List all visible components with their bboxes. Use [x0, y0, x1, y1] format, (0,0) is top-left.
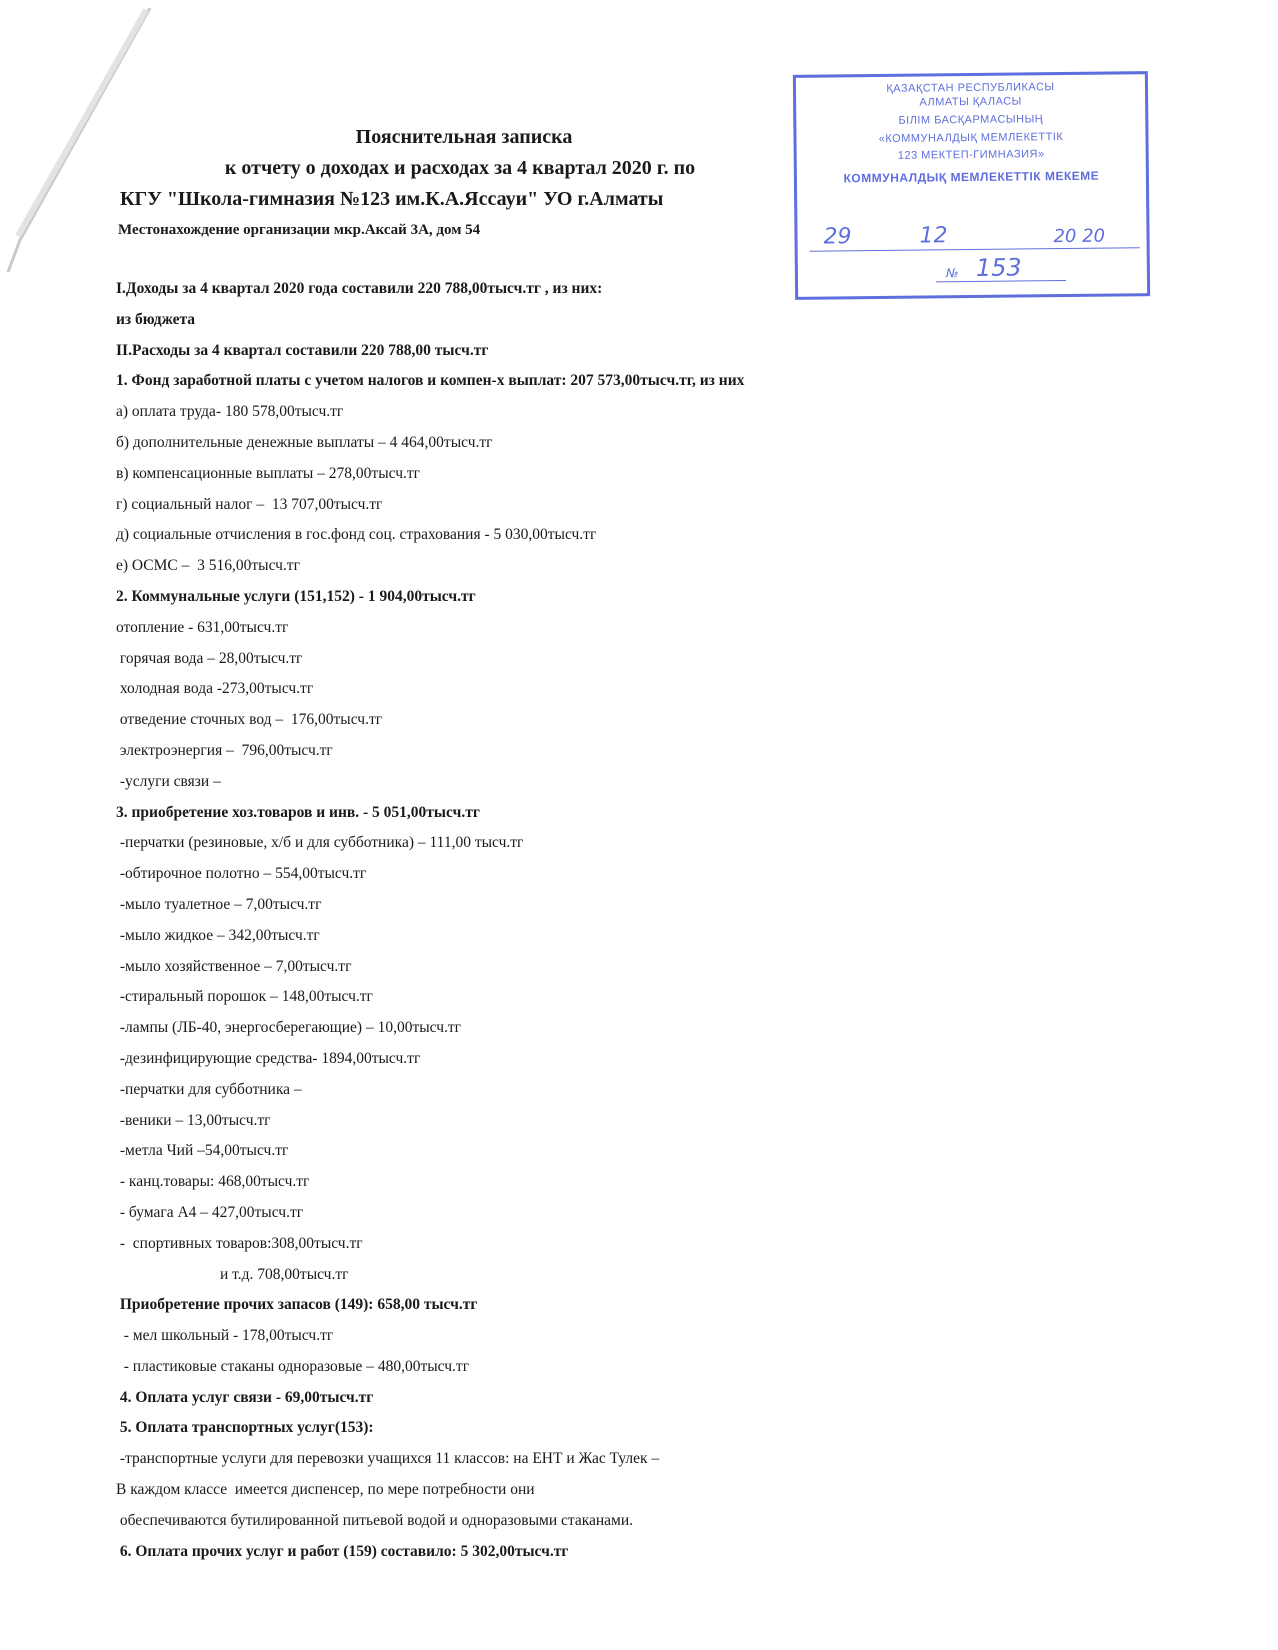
- stamp-line-1: ҚАЗАҚСТАН РЕСПУБЛИКАСЫ: [886, 81, 1055, 95]
- line-item: г) социальный налог – 13 707,00тысч.тг: [116, 495, 383, 513]
- line-item: -транспортные услуги для перевозки учащихся 11 классов: на ЕНТ и Жас Тулек –: [116, 1450, 660, 1468]
- income-heading: I.Доходы за 4 квартал 2020 года составили 220 788,00тысч.тг , из них:: [116, 280, 603, 297]
- line-item: б) дополнительные денежные выплаты – 4 464,00тысч.тг: [116, 433, 493, 451]
- line-item: -мыло жидкое – 342,00тысч.тг: [116, 926, 320, 944]
- report-body: [116, 274, 1176, 1567]
- stamp-date: [809, 222, 1139, 251]
- line-item: - бумага А4 – 427,00тысч.тг: [116, 1203, 304, 1221]
- section-utilities: 2. Коммунальные услуги (151,152) - 1 904,00тысч.тг: [116, 587, 476, 605]
- stamp-line-6: КОММУНАЛДЫҚ МЕМЛЕКЕТТІК МЕКЕМЕ: [843, 168, 1100, 186]
- document-title: [120, 122, 800, 215]
- stamp-number-value: 153: [975, 253, 1022, 282]
- line-item: в) компенсационные выплаты – 278,00тысч.тг: [116, 464, 420, 482]
- section-transport: 5. Оплата транспортных услуг(153):: [116, 1419, 374, 1437]
- line-item: и т.д. 708,00тысч.тг: [220, 1265, 349, 1283]
- title-line-3: КГУ "Школа-гимназия №123 им.К.А.Яссауи" УО г.Алматы: [120, 188, 664, 210]
- line-item: -метла Чий –54,00тысч.тг: [116, 1142, 289, 1160]
- stamp-number-prefix: №: [945, 266, 959, 281]
- stamp-line-5: 123 МЕКТЕП-ГИМНАЗИЯ»: [897, 148, 1045, 162]
- line-item: -мыло хозяйственное – 7,00тысч.тг: [116, 957, 352, 975]
- stamp-line-2: АЛМАТЫ ҚАЛАСЫ: [919, 95, 1022, 109]
- line-item: - мел школьный - 178,00тысч.тг: [116, 1327, 334, 1345]
- line-item: -перчатки для субботника –: [116, 1080, 302, 1098]
- line-item: е) ОСМС – 3 516,00тысч.тг: [116, 557, 300, 575]
- line-item: -веники – 13,00тысч.тг: [116, 1111, 271, 1129]
- section-other-supplies: Приобретение прочих запасов (149): 658,00 тысч.тг: [116, 1296, 478, 1314]
- organization-location: Местонахождение организации мкр.Аксай 3А, дом 54: [118, 222, 481, 238]
- line-item: а) оплата труда- 180 578,00тысч.тг: [116, 403, 344, 421]
- section-communications: 4. Оплата услуг связи - 69,00тысч.тг: [116, 1388, 374, 1406]
- line-item: горячая вода – 28,00тысч.тг: [116, 649, 303, 667]
- section-household-goods: 3. приобретение хоз.товаров и инв. - 5 051,00тысч.тг: [116, 803, 480, 821]
- stamp-date-year: 20 20: [1053, 225, 1106, 248]
- section-payroll: 1. Фонд заработной платы с учетом налогов и компен-х выплат: 207 573,00тысч.тг, из них: [116, 372, 745, 390]
- stamp-date-day: 29: [823, 224, 852, 250]
- line-item: -стиральный порошок – 148,00тысч.тг: [116, 988, 373, 1006]
- stamp-line-4: «КОММУНАЛДЫҚ МЕМЛЕКЕТТІК: [878, 131, 1064, 145]
- line-item: -мыло туалетное – 7,00тысч.тг: [116, 895, 322, 913]
- stamp-date-month: 12: [919, 223, 948, 249]
- line-item: -перчатки (резиновые, х/б и для субботника) – 111,00 тысч.тг: [116, 834, 524, 852]
- income-source: из бюджета: [116, 310, 196, 328]
- line-item: -обтирочное полотно – 554,00тысч.тг: [116, 865, 367, 883]
- line-item: обеспечиваются бутилированной питьевой водой и одноразовыми стаканами.: [116, 1511, 634, 1529]
- line-item: отопление - 631,00тысч.тг: [116, 618, 289, 636]
- title-line-2: к отчету о доходах и расходах за 4 квартал 2020 г. по: [224, 157, 696, 179]
- registration-stamp: [793, 71, 1150, 300]
- line-item: -услуги связи –: [116, 772, 221, 790]
- line-item: электроэнергия – 796,00тысч.тг: [116, 741, 333, 759]
- line-item: холодная вода -273,00тысч.тг: [116, 680, 314, 698]
- line-item: д) социальные отчисления в гос.фонд соц. страхования - 5 030,00тысч.тг: [116, 526, 597, 544]
- line-item: отведение сточных вод – 176,00тысч.тг: [116, 711, 383, 729]
- section-other-services: 6. Оплата прочих услуг и работ (159) составило: 5 302,00тысч.тг: [116, 1542, 569, 1560]
- line-item: -лампы (ЛБ-40, энергосберегающие) – 10,00тысч.тг: [116, 1019, 461, 1037]
- line-item: - пластиковые стаканы одноразовые – 480,00тысч.тг: [116, 1357, 470, 1375]
- line-item: - канц.товары: 468,00тысч.тг: [116, 1173, 310, 1191]
- line-item: - спортивных товаров:308,00тысч.тг: [116, 1234, 363, 1252]
- expenses-heading: II.Расходы за 4 квартал составили 220 788,00 тысч.тг: [116, 341, 489, 359]
- line-item: -дезинфицирующие средства- 1894,00тысч.тг: [116, 1049, 421, 1067]
- line-item: В каждом классе имеется диспенсер, по мере потребности они: [116, 1481, 535, 1499]
- title-line-1: Пояснительная записка: [355, 126, 573, 148]
- stamp-line-3: БІЛІМ БАСҚАРМАСЫНЫҢ: [898, 113, 1044, 127]
